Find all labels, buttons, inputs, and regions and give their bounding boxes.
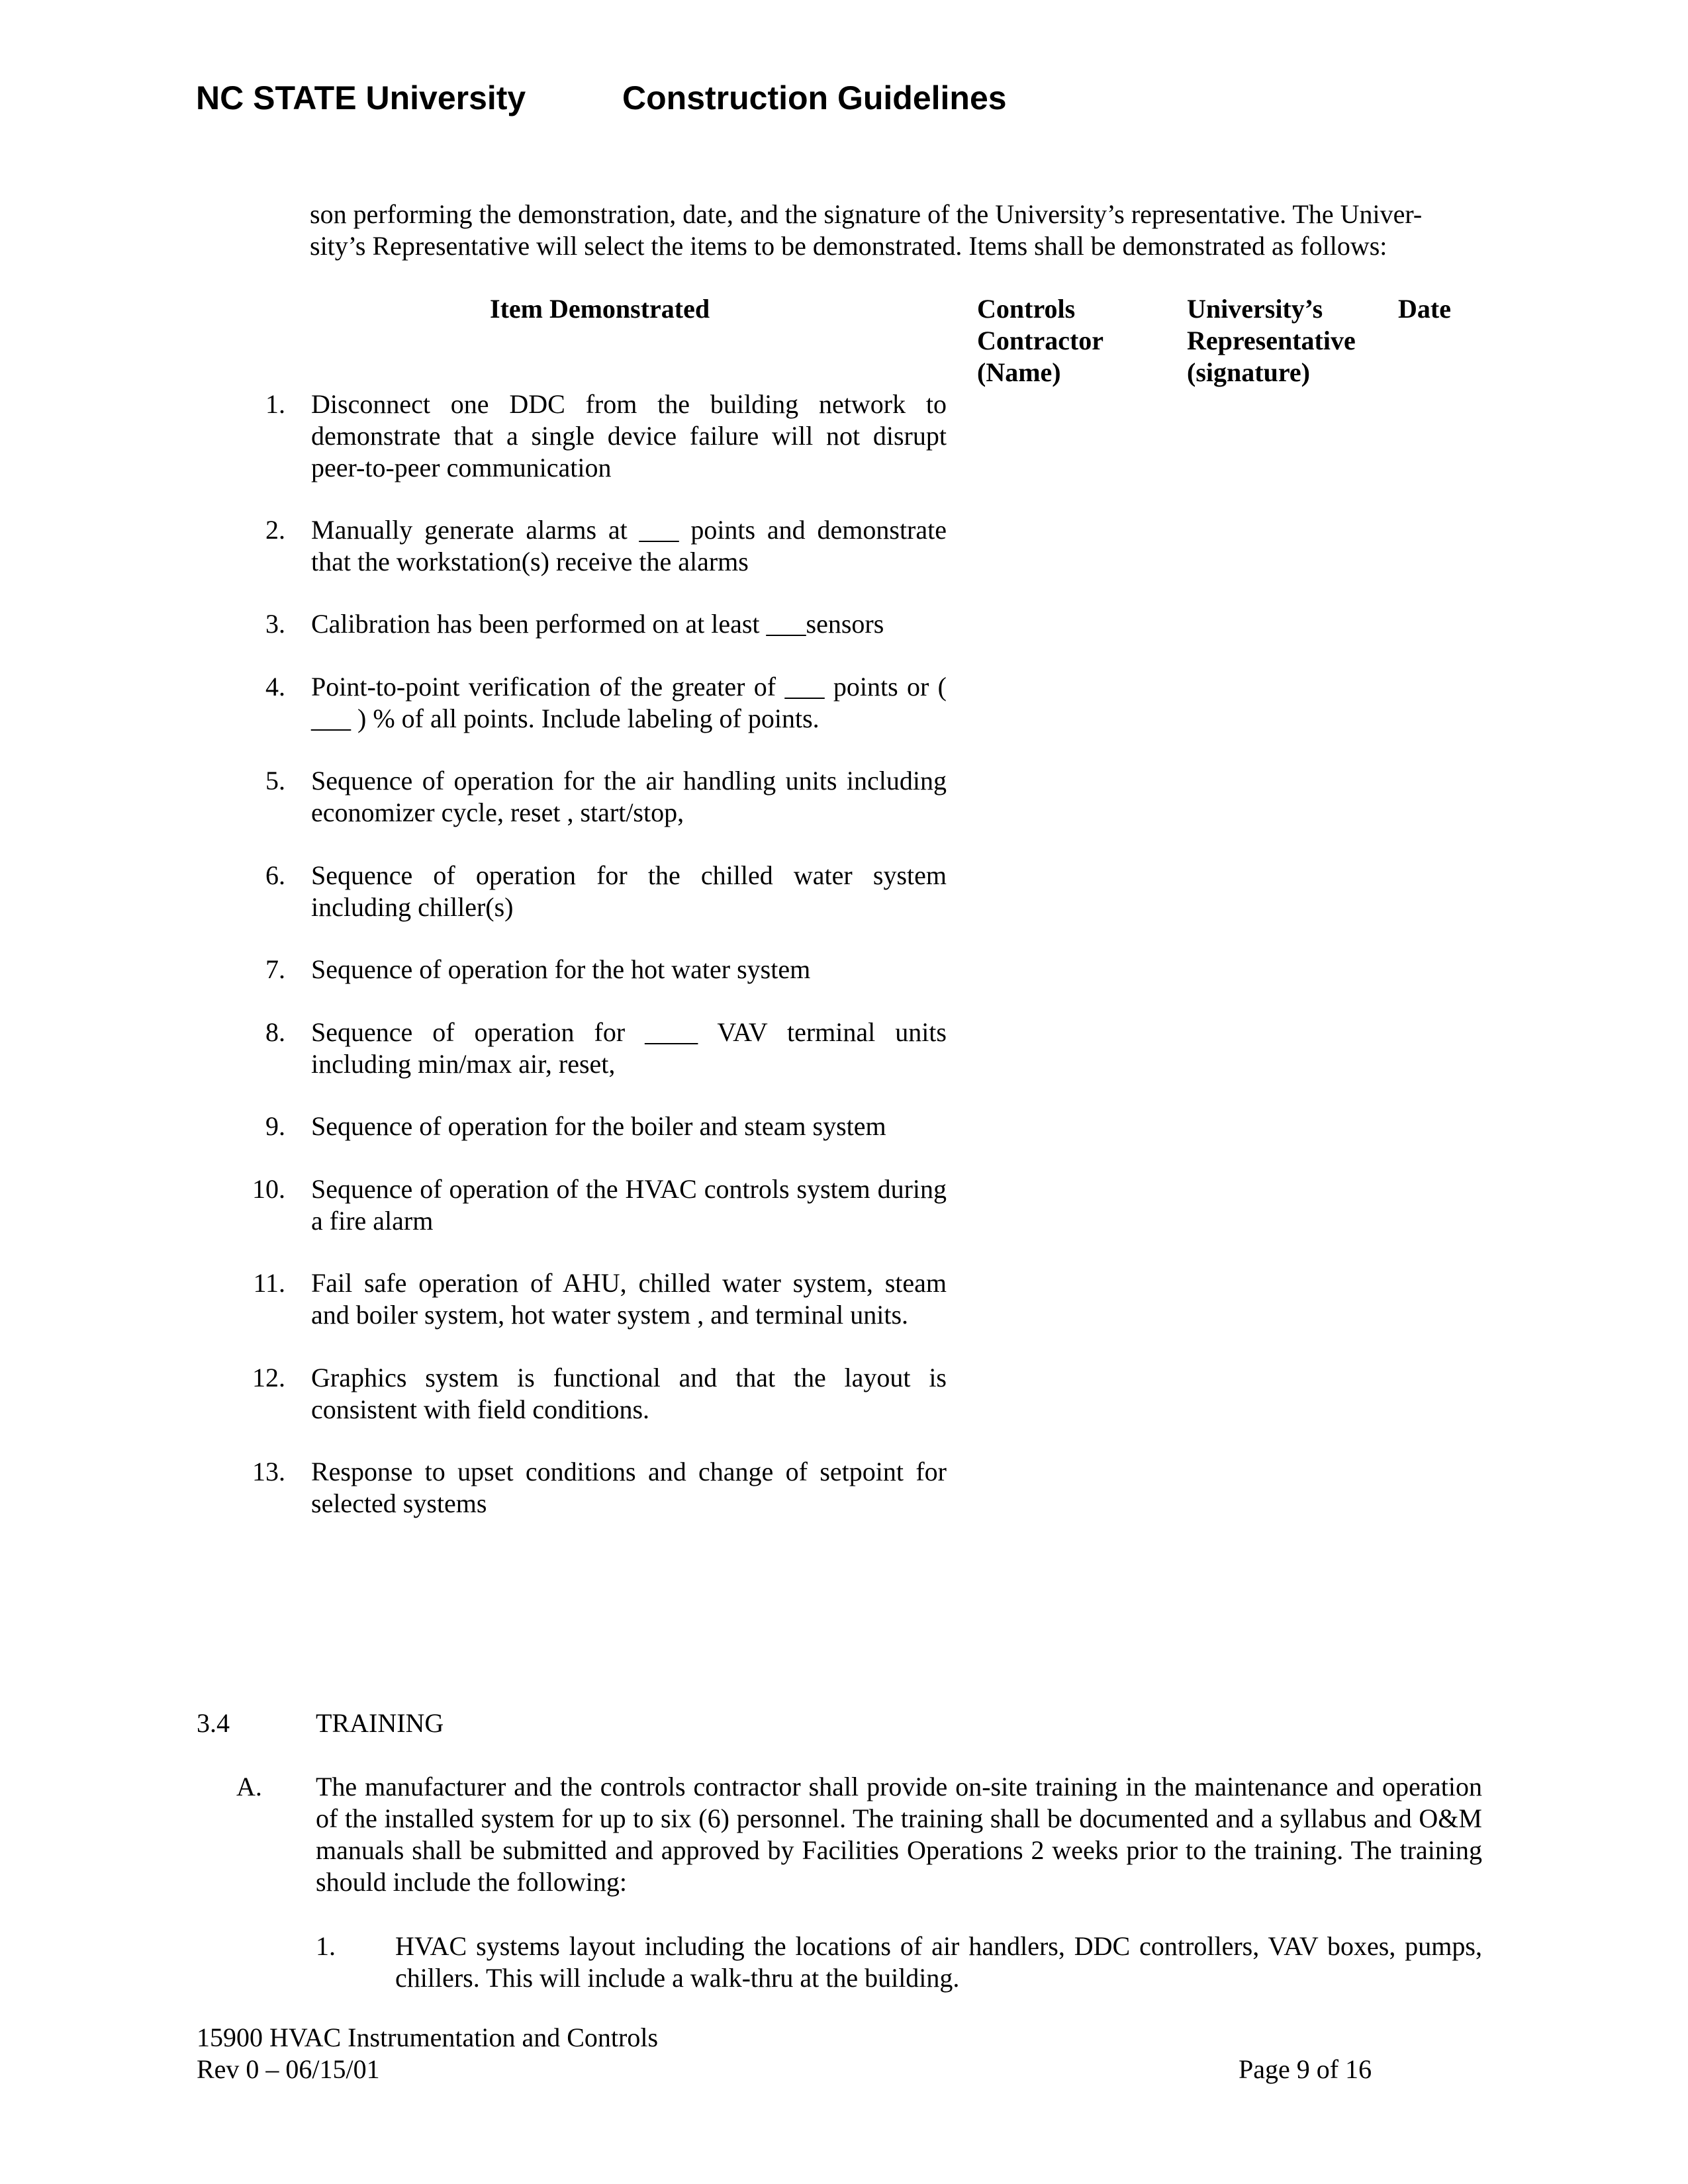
column-header-date: Date — [1398, 294, 1451, 324]
item-number: 3. — [265, 609, 285, 639]
item-text: Sequence of operation for the air handling units including economizer cycle, reset , start/stop, — [311, 766, 947, 827]
item-number: 7. — [265, 954, 285, 984]
item-text: Sequence of operation for the boiler and steam system — [311, 1111, 886, 1141]
training-item-number: 1. — [316, 1931, 336, 1961]
item-number: 5. — [265, 766, 285, 796]
section-title: TRAINING — [316, 1708, 444, 1738]
footer-document-title: 15900 HVAC Instrumentation and Controls — [197, 2023, 659, 2052]
footer-revision: Rev 0 – 06/15/01 — [197, 2054, 380, 2084]
intro-line-1: son performing the demonstration, date, and the signature of the University’s representative. The Univer- — [310, 199, 1423, 229]
item-number: 13. — [252, 1457, 285, 1486]
page-title: Construction Guidelines — [622, 79, 1007, 116]
item-number: 4. — [265, 672, 285, 702]
item-text: Manually generate alarms at ___ points and demonstrate that the workstation(s) receive the alarms — [311, 515, 947, 576]
item-text: Point-to-point verification of the greater of ___ points or ( ___ ) % of all points. Include labeling of points. — [311, 672, 947, 733]
item-text: Fail safe operation of AHU, chilled water system, steam and boiler system, hot water system , and terminal units. — [311, 1268, 947, 1330]
paragraph-text: The manufacturer and the controls contractor shall provide on-site training in the maintenance and operation of the installed system for up to six (6) personnel. The training shall be documented and a syllabus and O&M manuals shall be submitted and approved by Facilities Operations 2 weeks prior to the training. The training should include the following: — [316, 1772, 1482, 1897]
intro-line-2: sity’s Representative will select the items to be demonstrated. Items shall be demonstrated as follows: — [310, 231, 1387, 261]
item-text: Sequence of operation for ____ VAV terminal units including min/max air, reset, — [311, 1017, 947, 1079]
footer-page-number: Page 9 of 16 — [1239, 2054, 1372, 2084]
paragraph-label: A. — [236, 1772, 262, 1801]
item-text: Response to upset conditions and change of setpoint for selected systems — [311, 1457, 947, 1518]
item-text: Graphics system is functional and that the layout is consistent with field conditions. — [311, 1363, 947, 1424]
training-item-text: HVAC systems layout including the locations of air handlers, DDC controllers, VAV boxes, pumps, chillers. This will include a walk-thru at the building. — [395, 1931, 1482, 1993]
item-text: Calibration has been performed on at least ___sensors — [311, 609, 884, 639]
column-header-contractor: Controls Contractor (Name) — [977, 294, 1104, 387]
item-number: 8. — [265, 1017, 285, 1047]
item-number: 12. — [252, 1363, 285, 1392]
column-header-representative: University’s Representative (signature) — [1187, 294, 1356, 387]
section-number: 3.4 — [197, 1708, 230, 1738]
item-number: 9. — [265, 1111, 285, 1141]
item-number: 11. — [253, 1268, 285, 1298]
item-number: 2. — [265, 515, 285, 545]
item-text: Sequence of operation for the hot water system — [311, 954, 811, 984]
item-number: 6. — [265, 860, 285, 890]
item-text: Sequence of operation of the HVAC controls system during a fire alarm — [311, 1174, 947, 1236]
item-number: 1. — [265, 389, 285, 419]
item-text: Sequence of operation for the chilled water system including chiller(s) — [311, 860, 947, 922]
item-number: 10. — [252, 1174, 285, 1204]
institution-name: NC STATE University — [196, 79, 526, 116]
column-header-item: Item Demonstrated — [490, 294, 710, 324]
item-text: Disconnect one DDC from the building network to demonstrate that a single device failure will not disrupt peer-to-peer communication — [311, 389, 947, 482]
